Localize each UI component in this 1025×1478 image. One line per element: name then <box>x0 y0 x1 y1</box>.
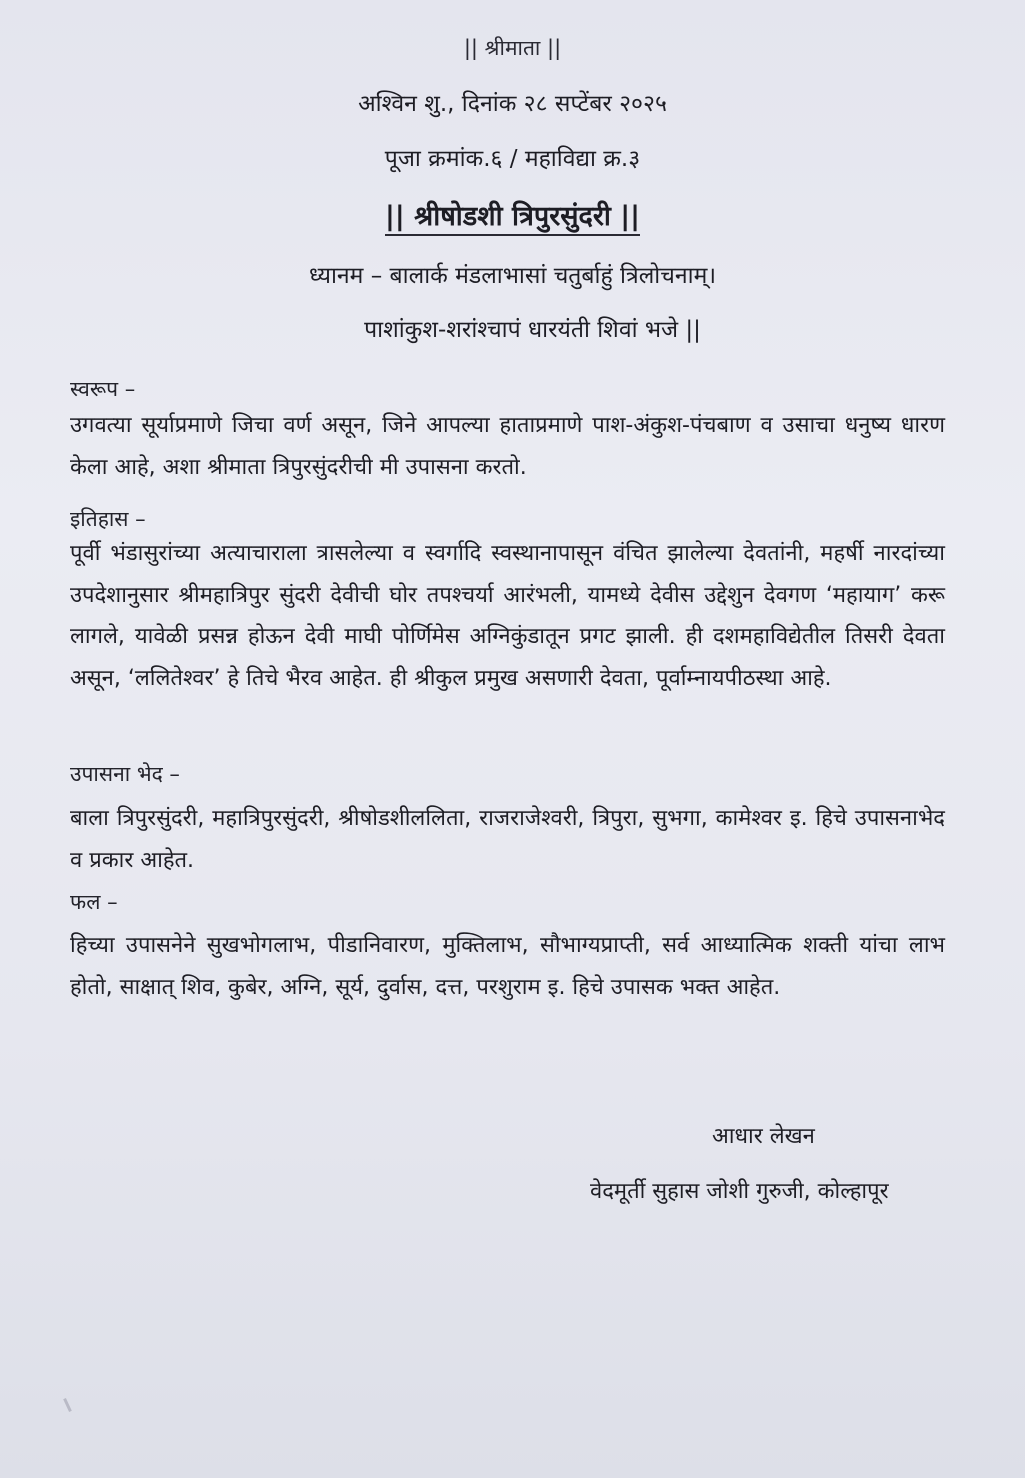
dhyana-line-1: ध्यानम – बालार्क मंडलाभासां चतुर्बाहुं त्रिलोचनाम्। <box>308 263 717 289</box>
document-title <box>0 196 1025 233</box>
upasana-bhed-heading: उपासना भेद – <box>70 762 180 786</box>
swarup-heading: स्वरूप – <box>70 377 136 401</box>
invocation-line: || श्रीमाता || <box>463 36 562 60</box>
upasana-bhed-paragraph: बाला त्रिपुरसुंदरी, महात्रिपुरसुंदरी, श्रीषोडशीललिता, राजराजेश्वरी, त्रिपुरा, सुभगा, कामेश्वर इ. हिचे उपासनाभेद व प्रकार आहेत. <box>70 806 945 873</box>
signature-author: वेदमूर्ती सुहास जोशी गुरुजी, कोल्हापूर <box>590 1179 889 1204</box>
document-title-text: || श्रीषोडशी त्रिपुरसुंदरी || <box>385 201 640 236</box>
dhyana-line-2: पाशांकुश-शरांश्चापं धारयंती शिवां भजे || <box>364 317 701 343</box>
phal-heading: फल – <box>70 890 118 914</box>
date-line: अश्विन शु., दिनांक २८ सप्टेंबर २०२५ <box>358 91 667 117</box>
swarup-paragraph: उगवत्या सूर्याप्रमाणे जिचा वर्ण असून, जिने आपल्या हाताप्रमाणे पाश-अंकुश-पंचबाण व उसाचा धनुष्य धारण केला आहे, अशा श्रीमाता त्रिपुरसुंदरीची मी उपासना करतो. <box>70 413 945 480</box>
paper-mark <box>63 1398 72 1412</box>
phal-paragraph: हिच्या उपासनेने सुखभोगलाभ, पीडानिवारण, मुक्तिलाभ, सौभाग्यप्राप्ती, सर्व आध्यात्मिक शक्ती यांचा लाभ होतो, साक्षात् शिव, कुबेर, अग्नि, सूर्य, दुर्वास, दत्त, परशुराम इ. हिचे उपासक भक्त आहेत. <box>70 933 945 1000</box>
itihas-heading: इतिहास – <box>70 507 146 531</box>
puja-number-line: पूजा क्रमांक.६ / महाविद्या क्र.३ <box>384 146 641 172</box>
signature-label: आधार लेखन <box>712 1124 815 1149</box>
itihas-paragraph: पूर्वी भंडासुरांच्या अत्याचाराला त्रासलेल्या व स्वर्गादि स्वस्थानापासून वंचित झालेल्या देवतांनी, महर्षी नारदांच्या उपदेशानुसार श्रीमहात्रिपुर सुंदरी देवीची घोर तपश्चर्या आरंभली, यामध्ये देवीस उद्देशुन देवगण ‘महायाग’ करू लागले, यावेळी प्रसन्न होऊन देवी माघी पोर्णिमेस अग्निकुंडातून प्रगट झाली. ही दशमहाविद्येतील तिसरी देवता असून, ‘ललितेश्वर’ हे तिचे भैरव आहेत. ही श्रीकुल प्रमुख असणारी देवता, पूर्वाम्नायपीठस्था आहे. <box>70 541 945 691</box>
